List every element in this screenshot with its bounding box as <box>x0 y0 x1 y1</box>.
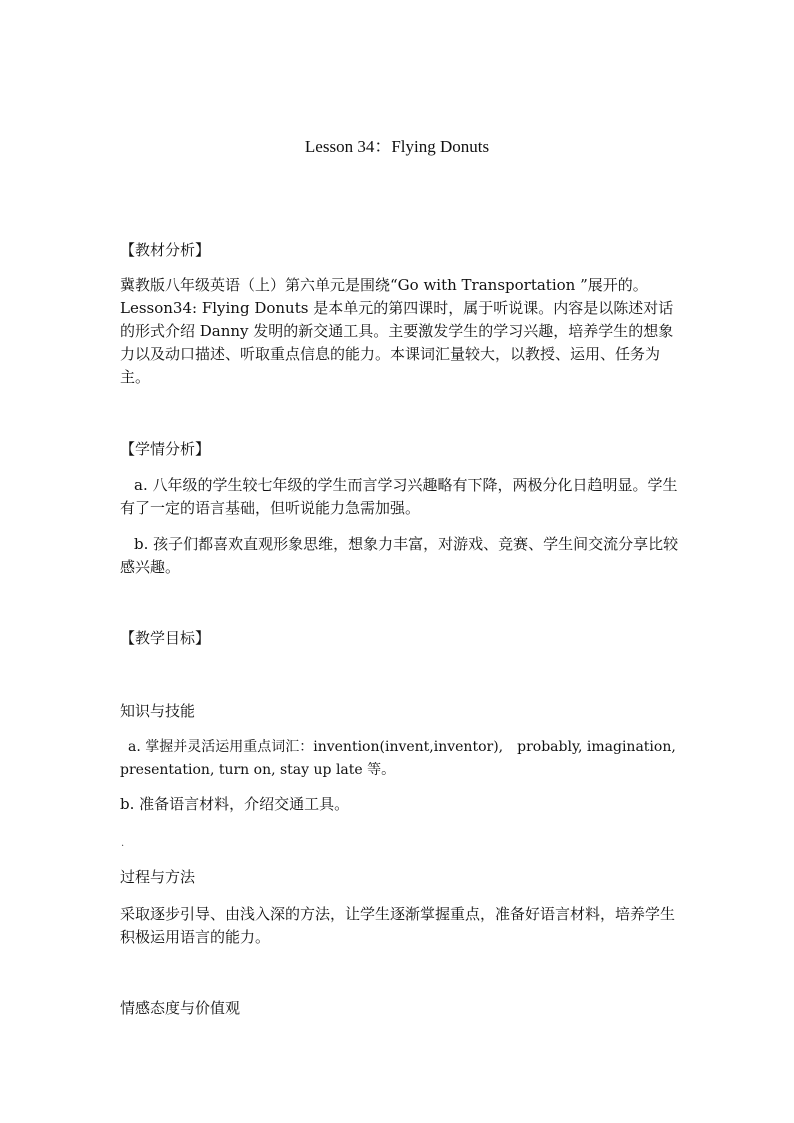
process-paragraph: 采取逐步引导、由浅入深的方法，让学生逐渐掌握重点，准备好语言材料，培养学生积极运用语言的能力。 <box>120 905 676 946</box>
material-heading: 【教材分析】 <box>120 241 211 259</box>
knowledge-heading: 知识与技能 <box>120 702 196 720</box>
material-paragraph: 冀教版八年级英语（上）第六单元是围绕“Go with Transportation ”展开的。Lesson34: Flying Donuts 是本单元的第四课时，属于听说课。内容是以陈述对话的形式介绍 Danny 发明的新交通工具。主要激发学生的学习兴趣，培养学生的想象力以及动口描述、听取重点信息的能力。本课词汇量较大，以教授、运用、任务为主。 <box>120 276 674 386</box>
learner-heading: 【学情分析】 <box>120 440 211 458</box>
goals-heading: 【教学目标】 <box>120 629 211 647</box>
process-heading: 过程与方法 <box>120 868 196 886</box>
knowledge-item-b: b. 准备语言材料，介绍交通工具。 <box>120 795 350 813</box>
emotion-heading: 情感态度与价值观 <box>120 999 241 1017</box>
stray-dot: . <box>121 838 125 849</box>
learner-item-b: b. 孩子们都喜欢直观形象思维，想象力丰富，对游戏、竞赛、学生间交流分享比较感兴趣。 <box>120 535 679 576</box>
learner-item-a: a. 八年级的学生较七年级的学生而言学习兴趣略有下降，两极分化日趋明显。学生有了一定的语言基础，但听说能力急需加强。 <box>120 476 678 517</box>
page-title: Lesson 34：Flying Donuts <box>304 137 490 156</box>
knowledge-item-a: a. 掌握并灵活运用重点词汇：invention(invent,inventor), probably, imagination, presentation, turn on, stay up late 等。 <box>120 739 676 778</box>
